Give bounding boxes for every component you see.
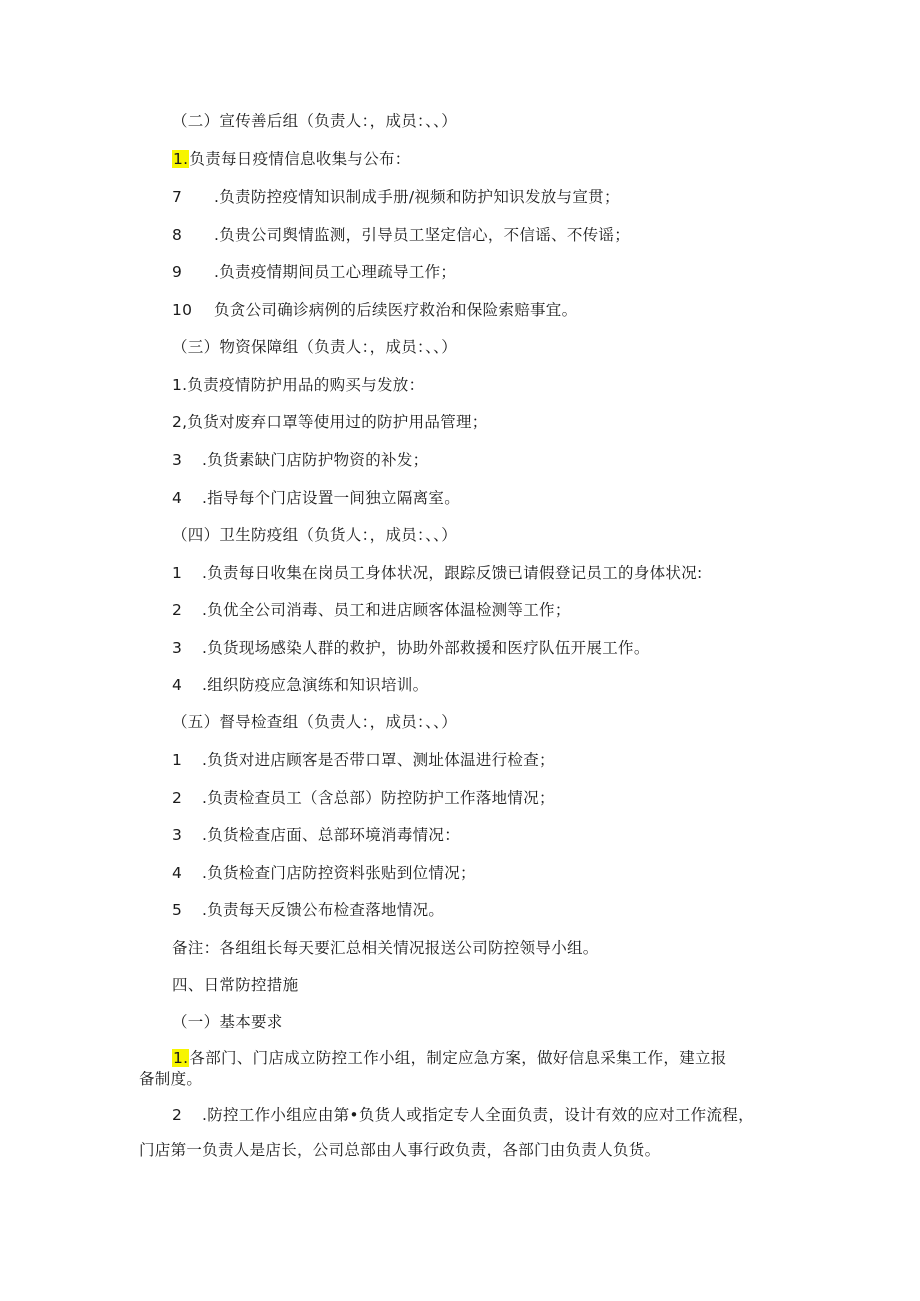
list-item: 2 .负责检查员工（含总部）防控防护工作落地情况； bbox=[172, 789, 555, 807]
list-item: 10 负贪公司确诊病例的后续医疗救治和保险索赔事宜。 bbox=[172, 301, 578, 319]
highlighted-number: 1. bbox=[173, 150, 189, 168]
paragraph-line: 门店第一负责人是店长，公司总部由人事行政负责，各部门由负责人负货。 bbox=[139, 1141, 661, 1159]
section-heading: （五）督导检查组（负责人：，成员：、、） bbox=[172, 713, 458, 731]
list-item: 8 .负贵公司舆情监测，引导员工坚定信心，不信谣、不传谣； bbox=[172, 226, 631, 244]
section-heading: （四）卫生防疫组（负货人：，成员：、、） bbox=[172, 526, 458, 544]
paragraph-line: 2 .防控工作小组应由第•负货人或指定专人全面负责，设计有效的应对工作流程， bbox=[172, 1106, 754, 1124]
note-text: 备注：各组组长每天要汇总相关情况报送公司防控领导小组。 bbox=[172, 939, 599, 957]
list-item: 9 .负责疫情期间员工心理疏导工作； bbox=[172, 263, 457, 281]
paragraph-line: 1.各部门、门店成立防控工作小组，制定应急方案，做好信息采集工作，建立报 bbox=[173, 1049, 727, 1067]
list-item: 4 .负货检查门店防控资料张贴到位情况； bbox=[172, 864, 476, 882]
list-item: 3 .负货素缺门店防护物资的补发； bbox=[172, 451, 429, 469]
list-item: 3 .负货现场感染人群的救护，协助外部救援和医疗队伍开展工作。 bbox=[172, 639, 650, 657]
section-heading: （一）基本要求 bbox=[172, 1013, 283, 1031]
list-item: 4 .指导每个门店设置一间独立隔离室。 bbox=[172, 489, 461, 507]
list-item: 2 .负优全公司消毒、员工和进店顾客体温检测等工作； bbox=[172, 601, 571, 619]
list-item: 4 .组织防疫应急演练和知识培训。 bbox=[172, 676, 429, 694]
list-item: 1 .负责每日收集在岗员工身体状况，跟踪反馈已请假登记员工的身体状况: bbox=[172, 564, 703, 582]
list-item: 1.负责每日疫情信息收集与公布： bbox=[173, 150, 411, 168]
list-item: 3 .负货检查店面、总部环境消毒情况： bbox=[172, 826, 461, 844]
list-item: 1.负责疫情防护用品的购买与发放： bbox=[172, 376, 425, 394]
list-item: 1 .负货对进店顾客是否带口罩、测址体温进行检查； bbox=[172, 751, 555, 769]
list-item: 7 .负责防控疫情知识制成手册/视频和防护知识发放与宣贯； bbox=[172, 188, 620, 206]
section-heading: （三）物资保障组（负责人：，成员：、、） bbox=[172, 338, 458, 356]
list-item: 5 .负责每天反馈公布检查落地情况。 bbox=[172, 901, 445, 919]
chapter-heading: 四、日常防控措施 bbox=[172, 976, 299, 994]
highlighted-number: 1. bbox=[173, 1049, 189, 1067]
list-item: 2,负货对废弃口罩等使用过的防护用品管理； bbox=[172, 413, 488, 431]
section-heading: （二）宣传善后组（负责人：，成员：、、） bbox=[172, 112, 458, 130]
paragraph-line: 备制度。 bbox=[139, 1070, 203, 1088]
